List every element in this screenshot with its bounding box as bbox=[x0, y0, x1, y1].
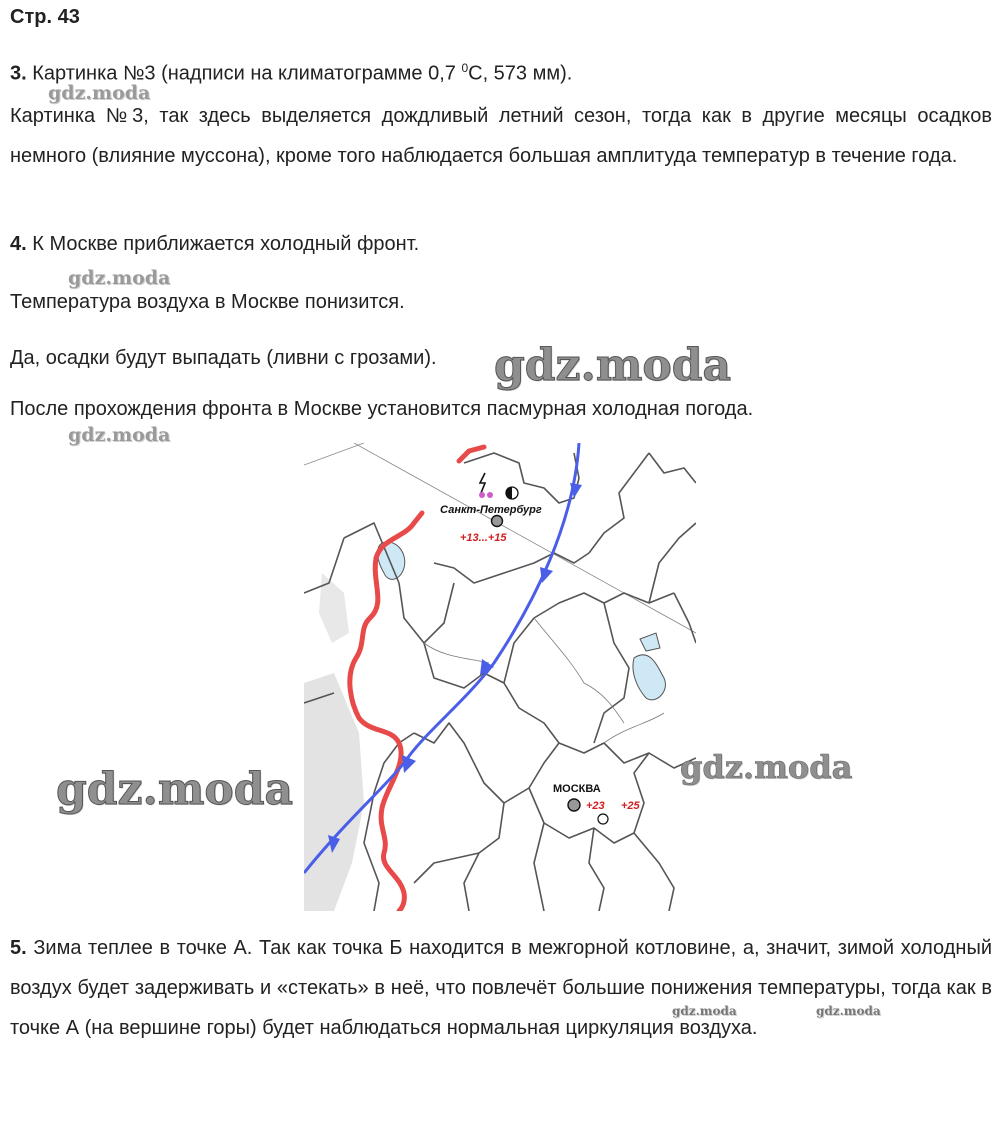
watermark: gdz.moda bbox=[672, 1004, 737, 1018]
watermark: gdz.moda bbox=[56, 764, 294, 815]
cold-front-triangles bbox=[328, 483, 582, 853]
weather-map-svg bbox=[304, 443, 696, 911]
city-label-spb: Санкт-Петербург bbox=[440, 504, 542, 516]
rain-icon bbox=[479, 492, 493, 498]
q5-answer bbox=[10, 928, 992, 1048]
q3-title bbox=[10, 48, 992, 94]
grid-line bbox=[304, 443, 364, 465]
q3-line1: Картинка №3 (надписи на климатограмме 0,7 bbox=[32, 62, 462, 85]
q3-degree: 0 bbox=[461, 61, 469, 75]
city-marker-icon bbox=[492, 516, 503, 527]
watermark: gdz.moda bbox=[48, 82, 151, 104]
page-header: Стр. 43 bbox=[10, 6, 80, 28]
city-marker-icon bbox=[568, 799, 580, 811]
clear-sky-icon bbox=[598, 814, 608, 824]
q3-number: 3. bbox=[10, 62, 27, 85]
watermark: gdz.moda bbox=[680, 748, 853, 786]
watermark: gdz.moda bbox=[68, 267, 171, 289]
lake bbox=[640, 633, 660, 651]
q4-title bbox=[10, 224, 992, 264]
watermark: gdz.moda bbox=[816, 1004, 881, 1018]
q4-line3: Да, осадки будут выпадать (ливни с грозами). bbox=[10, 347, 437, 369]
shaded-area bbox=[319, 573, 349, 643]
temp-label-spb: +13...+15 bbox=[460, 532, 507, 544]
cloudiness-icon bbox=[506, 487, 518, 499]
q4-line4: После прохождения фронта в Москве установится пасмурная холодная погода. bbox=[10, 398, 754, 420]
lake bbox=[633, 655, 666, 700]
watermark: gdz.moda bbox=[68, 424, 171, 446]
city-label-moscow: МОСКВА bbox=[553, 783, 601, 795]
temp-label-moscow-2: +25 bbox=[621, 800, 640, 812]
thunderstorm-icon bbox=[480, 473, 485, 493]
warm-boundary-line bbox=[414, 513, 422, 523]
q3-answer: Картинка №3, так здесь выделяется дождливый летний сезон, тогда как в другие месяцы осадков немного (влияние муссона), кроме того наблюдается большая амплитуда температур в течение года. bbox=[10, 105, 992, 167]
q4-line2: Температура воздуха в Москве понизится. bbox=[10, 291, 405, 313]
temp-label-moscow-1: +23 bbox=[586, 800, 605, 812]
q5-text: Зима теплее в точке А. Так как точка Б находится в межгорной котловине, а, значит, зимой холодный воздух будет задерживать и «стекать» в неё, что повлечёт большие понижения температуры, тогда как в точке А (на вершине горы) будет наблюдаться нормальная циркуляция воздуха. bbox=[10, 937, 993, 1039]
q4-line1: К Москве приближается холодный фронт. bbox=[32, 233, 420, 255]
q5-number: 5. bbox=[10, 937, 27, 959]
front-triangle bbox=[540, 567, 553, 583]
watermark: gdz.moda bbox=[494, 340, 732, 391]
weather-map bbox=[304, 443, 696, 911]
q4-number: 4. bbox=[10, 233, 27, 255]
q3-line1-end: С, 573 мм). bbox=[468, 62, 573, 85]
grid-line bbox=[354, 443, 696, 633]
